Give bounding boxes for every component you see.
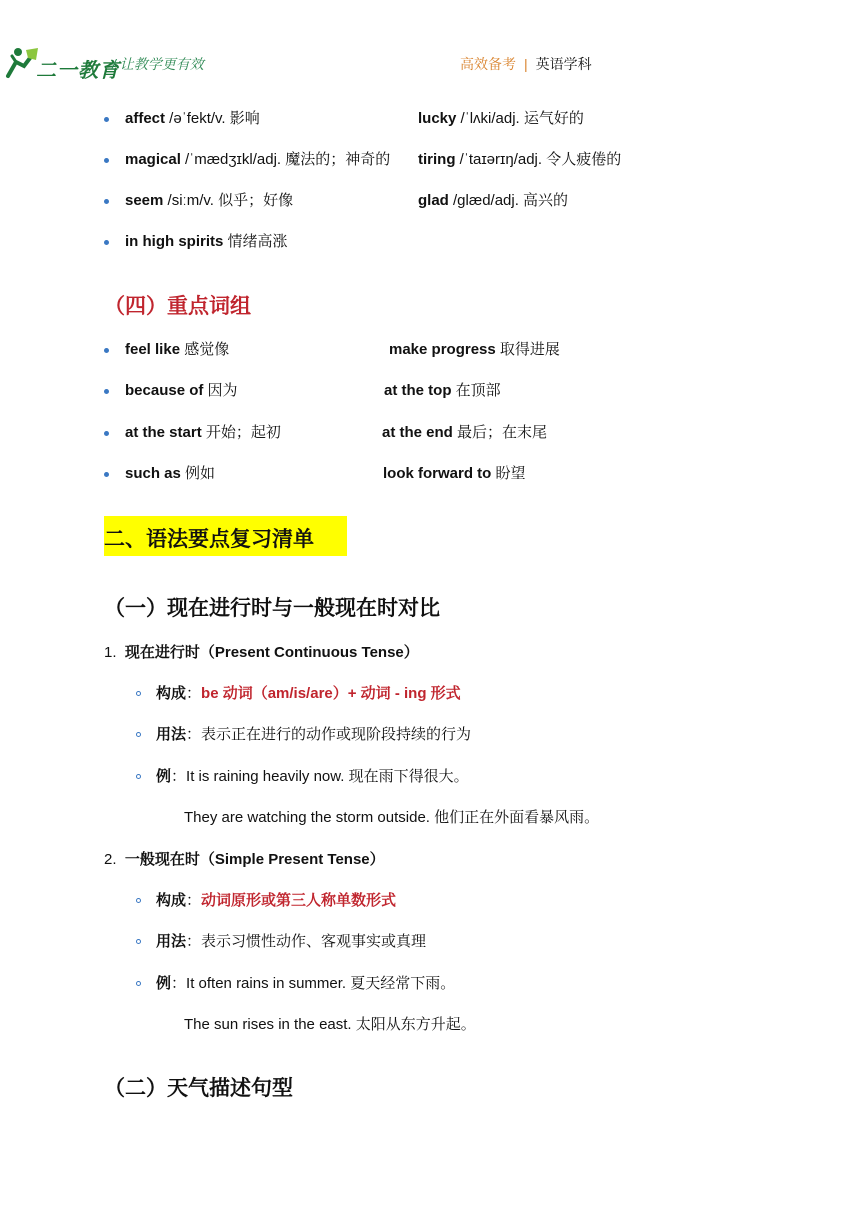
phrase-item: feel like 感觉像: [125, 341, 230, 358]
vocab-item: lucky /ˈlʌki/adj. 运气好的: [418, 110, 584, 127]
phrase-item: because of 因为: [125, 382, 238, 399]
phrase-item: such as 例如: [125, 465, 216, 482]
section-heading-grammar: [104, 516, 347, 556]
example-line-2: They are watching the storm outside. 他们正在外面看暴风雨。: [184, 809, 600, 826]
header-separator: |: [524, 56, 528, 72]
bullet-dot: [104, 117, 109, 122]
header-tag-subject: 英语学科: [535, 56, 592, 72]
section-heading-grammar-text: 二、语法要点复习清单: [104, 528, 314, 551]
circle-bullet: [136, 939, 141, 944]
phrase-item: at the start 开始；起初: [125, 424, 281, 441]
header-tag-exam: 高效备考: [460, 56, 516, 72]
example-line: 例：It is raining heavily now. 现在雨下得很大。: [156, 768, 469, 785]
circle-bullet: [136, 732, 141, 737]
example-line: 例：It often rains in summer. 夏天经常下雨。: [156, 975, 456, 992]
vocab-item: glad /glæd/adj. 高兴的: [418, 192, 569, 209]
vocab-item: in high spirits 情绪高涨: [125, 233, 288, 250]
usage-line: 用法：表示正在进行的动作或现阶段持续的行为: [156, 726, 472, 743]
section-heading-phrases: （四）重点词组: [104, 295, 251, 318]
form-line: 构成：be 动词（am/is/are）+ 动词 - ing 形式: [156, 685, 461, 702]
bullet-dot: [104, 348, 109, 353]
slogan: / 让教学更有效: [112, 56, 204, 72]
bullet-dot: [104, 389, 109, 394]
subsection-heading-tense-compare: （一）现在进行时与一般现在时对比: [104, 597, 440, 620]
vocab-item: seem /siːm/v. 似乎；好像: [125, 192, 294, 209]
usage-line: 用法：表示习惯性动作、客观事实或真理: [156, 933, 427, 950]
bullet-dot: [104, 431, 109, 436]
subsection-heading-weather: （二）天气描述句型: [104, 1077, 293, 1100]
bullet-dot: [104, 472, 109, 477]
header-tags: [460, 54, 592, 74]
phrase-item: at the top 在顶部: [384, 382, 501, 399]
phrase-item: look forward to 盼望: [383, 465, 526, 482]
form-line: 构成：动词原形或第三人称单数形式: [156, 892, 397, 909]
circle-bullet: [136, 691, 141, 696]
bullet-dot: [104, 240, 109, 245]
numbered-item-title: 2. 一般现在时（Simple Present Tense）: [104, 851, 385, 868]
circle-bullet: [136, 981, 141, 986]
vocab-item: magical /ˈmædʒɪkl/adj. 魔法的；神奇的: [125, 151, 391, 168]
example-line-2: The sun rises in the east. 太阳从东方升起。: [184, 1016, 476, 1033]
vocab-item: tiring /ˈtaɪərɪŋ/adj. 令人疲倦的: [418, 151, 622, 168]
page-header: [0, 0, 860, 90]
logo-text: 二一教育: [36, 60, 120, 82]
circle-bullet: [136, 898, 141, 903]
phrase-item: at the end 最后；在末尾: [382, 424, 548, 441]
circle-bullet: [136, 774, 141, 779]
numbered-item-title: 1. 现在进行时（Present Continuous Tense）: [104, 644, 419, 661]
phrase-item: make progress 取得进展: [389, 341, 560, 358]
bullet-dot: [104, 199, 109, 204]
bullet-dot: [104, 158, 109, 163]
vocab-item: affect /əˈfekt/v. 影响: [125, 110, 260, 127]
